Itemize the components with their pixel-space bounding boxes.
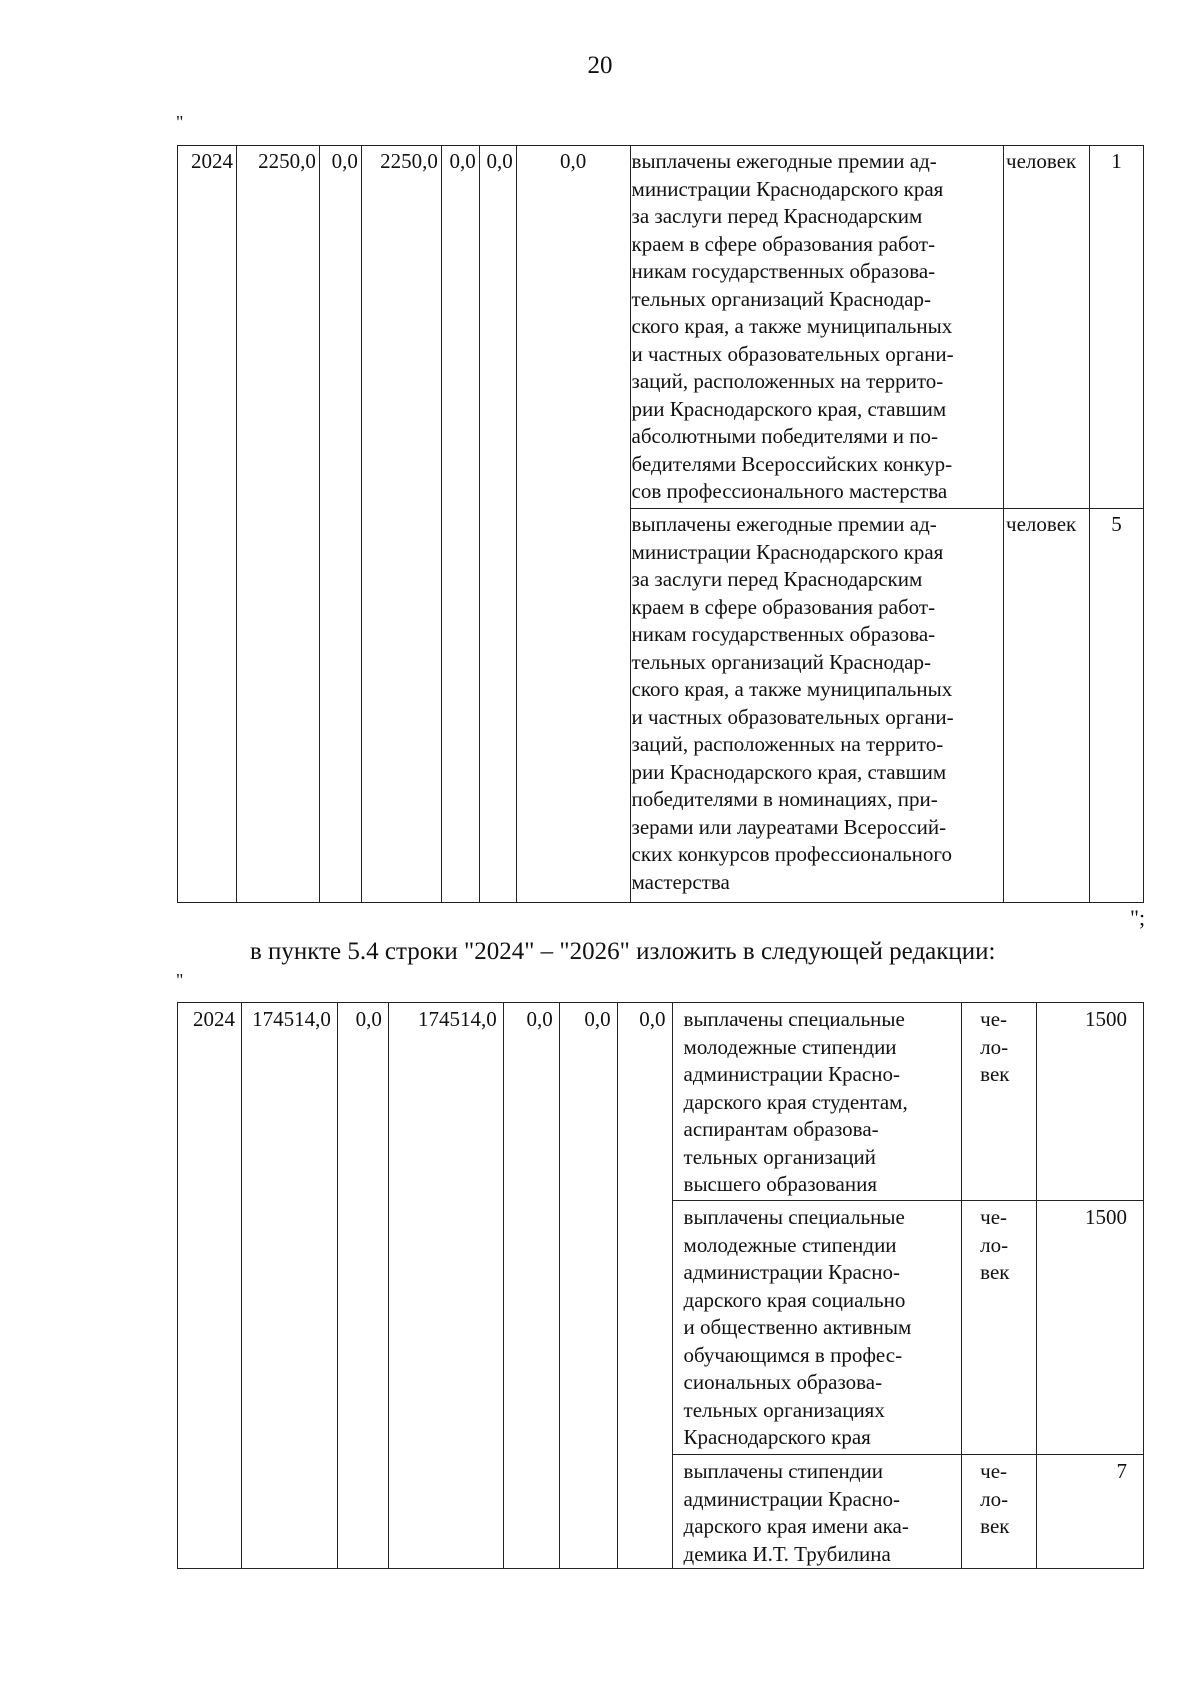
value-cell: 0,0 — [479, 146, 516, 903]
table-section-2 — [177, 1002, 1144, 1569]
indicator-value: 1500 — [1037, 1003, 1144, 1201]
closing-quote-1: "; — [1130, 905, 1146, 930]
indicator-description: выплачены специальные молодежные стипендии администрации Красно- дарского края социально и общественно активным обучающимся в профес- сиональных образова- тельных организациях Краснодарского края — [672, 1201, 962, 1455]
table-section-1 — [177, 145, 1144, 903]
indicator-value: 7 — [1037, 1455, 1144, 1569]
value-cell: 2250,0 — [361, 146, 441, 903]
value-cell: 0,0 — [516, 146, 630, 903]
indicator-value: 5 — [1090, 509, 1144, 903]
indicator-description: выплачены специальные молодежные стипендии администрации Красно- дарского края студентам, аспирантам образова- тельных организаций высшего образования — [672, 1003, 962, 1201]
value-cell: 0,0 — [441, 146, 479, 903]
opening-quote-2: " — [176, 970, 184, 990]
indicator-unit: человек — [1004, 509, 1090, 903]
total-cell: 2250,0 — [236, 146, 319, 903]
indicator-description: выплачены ежегодные премии ад- министрации Краснодарского края за заслуги перед Краснодарским краем в сфере образования работ- никам государственных образова- тельных организаций Краснодар- ского края, а также муниципальных и частных образовательных органи- заций, расположенных на террито- рии Краснодарского края, ставшим победителями в номинациях, при- зерами или лауреатами Всероссий- ских конкурсов профессионального мастерства — [630, 509, 1004, 903]
opening-quote-1: " — [176, 112, 184, 132]
indicator-unit: че- ло- век — [962, 1201, 1037, 1455]
indicator-unit: человек — [1004, 146, 1090, 509]
value-cell: 0,0 — [337, 1003, 388, 1569]
value-cell: 0,0 — [503, 1003, 559, 1569]
indicator-description: выплачены ежегодные премии ад- министрации Краснодарского края за заслуги перед Краснодарским краем в сфере образования работ- никам государственных образова- тельных организаций Краснодар- ского края, а также муниципальных и частных образовательных органи- заций, расположенных на террито- рии Краснодарского края, ставшим абсолютными победителями и по- бедителями Всероссийских конкур- сов профессионального мастерства — [630, 146, 1004, 509]
value-cell: 0,0 — [617, 1003, 672, 1569]
indicator-unit: че- ло- век — [962, 1455, 1037, 1569]
value-cell: 174514,0 — [388, 1003, 503, 1569]
indicator-value: 1500 — [1037, 1201, 1144, 1455]
indicator-unit: че- ло- век — [962, 1003, 1037, 1201]
value-cell: 0,0 — [319, 146, 361, 903]
year-cell: 2024 — [178, 146, 237, 903]
indicator-description: выплачены стипендии администрации Красно- дарского края имени ака- демика И.Т. Трубилина — [672, 1455, 962, 1569]
indicator-value: 1 — [1090, 146, 1144, 509]
amendment-instruction: в пункте 5.4 строки "2024" – "2026" изложить в следующей редакции: — [250, 938, 996, 965]
page-number: 20 — [587, 52, 613, 79]
value-cell: 0,0 — [559, 1003, 617, 1569]
total-cell: 174514,0 — [241, 1003, 337, 1569]
year-cell: 2024 — [178, 1003, 242, 1569]
